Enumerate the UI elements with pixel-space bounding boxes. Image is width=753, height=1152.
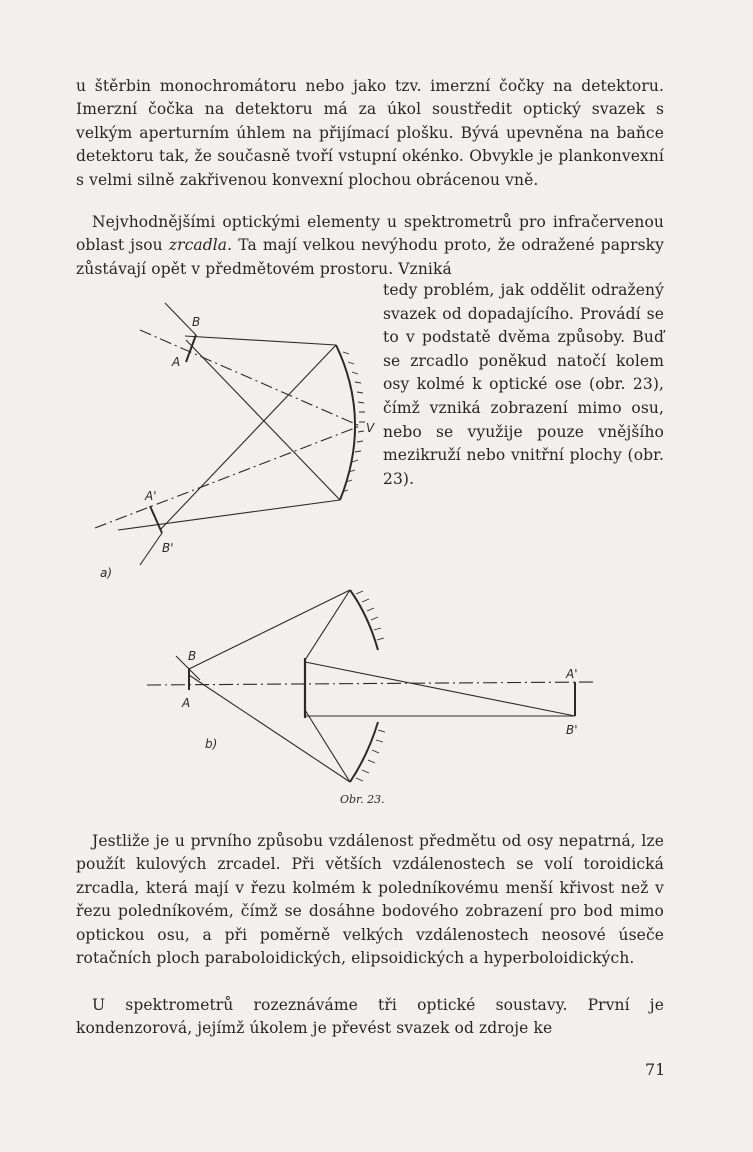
axis-a-2 (95, 426, 360, 528)
label-a-v: V (366, 421, 375, 435)
paragraph-1: u štěrbin monochromátoru nebo jako tzv. imerzní čočky na detektoru. Imerzní čočka na detektoru má za úkol soustředit optický svazek s velkým aperturním úhlem na přijímací plošku. Bývá upevněna na baňce detektoru tak, že současně tvoří vstupní okénko. Obvykle je plankonvexní s velmi silně zakřivenou konvexní plochou obrácenou vně. (76, 77, 664, 189)
ray-a-4 (186, 340, 340, 500)
ray-b-2 (189, 675, 350, 782)
label-part-b: b) (205, 737, 218, 751)
figure-b (147, 590, 595, 782)
axis-b (147, 682, 595, 685)
label-a-a: A (172, 355, 181, 369)
emphasis-zrcadla: zrcadla. (168, 236, 233, 255)
mirror-b-upper-hatching (356, 591, 384, 640)
label-b-b: B (188, 649, 197, 663)
mirror-b-lower-hatching (356, 730, 385, 781)
mirror-a-hatching (342, 352, 365, 492)
paragraph-2-wrapped: tedy problém, jak oddělit odražený svazek od dopadajícího. Provádí se to v podstatě dvěma způsoby. Buď se zrcadlo poněkud natočí kolem osy kolmé k optické ose (obr. 23), čímž vzniká zobrazení mimo osu, nebo se využije pouze vnějšího mezikruží nebo vnitřní plochy (obr. 23). (383, 281, 664, 488)
paragraph-3: Jestliže je u prvního způsobu vzdálenost předmětu od osy nepatrná, lze použít kulových zrcadel. Při větších vzdálenostech se volí toroidická zrcadla, která mají v řezu kolmém k poledníkovému menší křivost než v řezu poledníkovém, čímž se dosáhne bodového zobrazení pro bod mimo optickou osu, a při poměrně velkých vzdálenostech neosové úseče rotačních ploch paraboloidických, elipsoidických a hyperboloidických. (76, 832, 664, 968)
label-part-a: a) (100, 566, 113, 580)
page-number: 71 (645, 1060, 666, 1079)
label-a-b-prime: B' (162, 541, 174, 555)
ray-b-1 (189, 590, 350, 669)
paragraph-2-text-a: Nejvhodnějšími optickými elementy u spektrometrů pro infračervenou oblast jsou (76, 213, 664, 255)
ray-b-5 (305, 662, 575, 716)
figure-a (95, 303, 365, 565)
mirror-b-lower (350, 722, 378, 782)
mirror-b-upper (350, 590, 378, 650)
ray-b-7 (305, 662, 593, 684)
ray-a-1 (185, 336, 336, 345)
ray-b-4 (305, 710, 350, 782)
paragraph-2-text-b: Ta mají velkou nevýhodu proto, že odražené paprsky zůstávají opět v předmětovém prostoru. Vzniká (76, 236, 664, 278)
label-a-b: B (192, 315, 201, 329)
ray-a-2 (118, 500, 340, 530)
image-ab-a (150, 506, 162, 533)
label-b-b-prime: B' (566, 723, 578, 737)
label-a-a-prime: A' (145, 489, 157, 503)
ray-a-6 (140, 533, 162, 565)
label-b-a: A (182, 696, 191, 710)
paragraph-4: U spektrometrů rozeznáváme tři optické soustavy. První je kondenzorová, jejímž úkolem je převést svazek od zdroje ke (76, 996, 664, 1038)
label-b-a-prime: A' (566, 667, 578, 681)
ray-a-3 (160, 345, 336, 530)
figure-caption: Obr. 23. (340, 793, 385, 806)
